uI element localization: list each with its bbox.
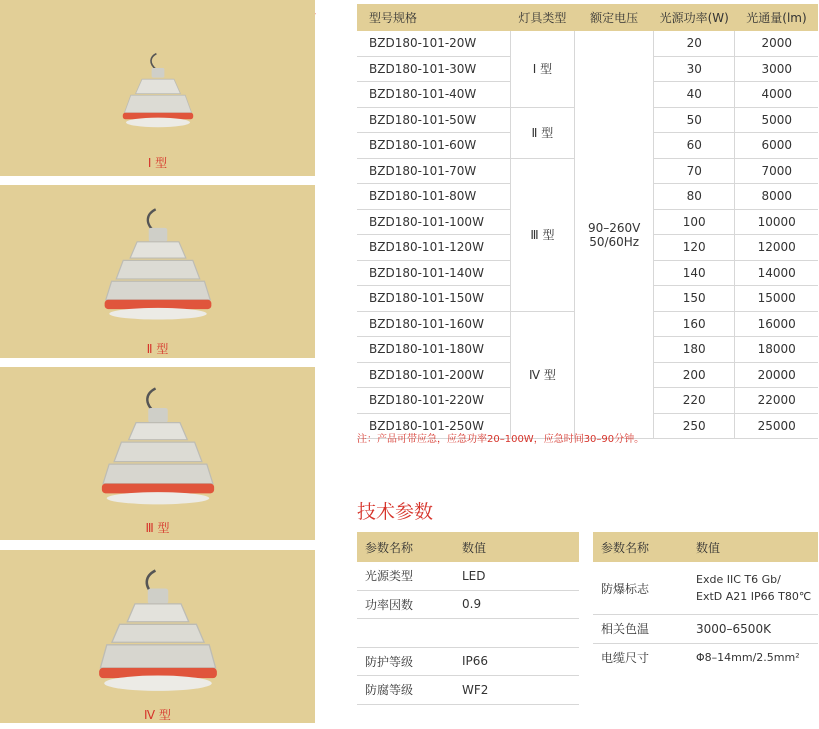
param-name: 功率因数 [357, 590, 452, 619]
params-table-right [593, 532, 818, 671]
table-row [357, 31, 818, 56]
param-value [686, 562, 818, 615]
power-cell: 220 [654, 388, 735, 414]
table-row [357, 590, 579, 619]
flux-cell: 2000 [735, 31, 818, 56]
model-spec-table [357, 4, 818, 439]
power-cell: 100 [654, 209, 735, 235]
table-row [357, 619, 579, 648]
lamp-type-cell: Ⅰ 型 [510, 31, 575, 107]
spec-header-row [357, 4, 818, 31]
model-cell: BZD180-101-120W [357, 235, 510, 261]
flux-cell: 25000 [735, 413, 818, 439]
table-row [593, 615, 818, 644]
param-name-header: 参数名称 [357, 532, 452, 562]
flux-cell: 8000 [735, 184, 818, 210]
flux-cell: 10000 [735, 209, 818, 235]
header-lamp-type: 灯具类型 [510, 4, 575, 31]
param-name: 防爆标志 [593, 562, 686, 615]
flux-cell: 20000 [735, 362, 818, 388]
lamp-panel-4 [0, 550, 315, 723]
model-cell: BZD180-101-180W [357, 337, 510, 363]
flux-cell: 7000 [735, 158, 818, 184]
flux-cell: 5000 [735, 107, 818, 133]
lamp-panel-3 [0, 367, 315, 540]
power-cell: 40 [654, 82, 735, 108]
power-cell: 80 [654, 184, 735, 210]
param-value: Φ8–14mm/2.5mm² [696, 650, 800, 664]
voltage-frequency: 50/60Hz [589, 234, 640, 249]
param-name-header: 参数名称 [593, 532, 686, 562]
table-row [357, 647, 579, 676]
flux-cell: 15000 [735, 286, 818, 312]
header-power: 光源功率(W) [654, 4, 735, 31]
power-cell: 150 [654, 286, 735, 312]
param-name: 相关色温 [593, 615, 686, 644]
model-cell: BZD180-101-100W [357, 209, 510, 235]
emergency-note: 注：产品可带应急，应急功率20–100W，应急时间30–90分钟。 [357, 434, 645, 445]
voltage-range: 90–260V [587, 220, 641, 235]
model-cell: BZD180-101-160W [357, 311, 510, 337]
model-cell: BZD180-101-220W [357, 388, 510, 414]
power-cell: 50 [654, 107, 735, 133]
flux-cell: 14000 [735, 260, 818, 286]
param-value: 3000–6500K [686, 615, 818, 644]
table-row [357, 562, 579, 590]
model-cell: BZD180-101-150W [357, 286, 510, 312]
flux-cell: 12000 [735, 235, 818, 261]
power-cell: 140 [654, 260, 735, 286]
explosion-mark-line1: Exde IIC T6 Gb/ [696, 573, 781, 586]
model-cell: BZD180-101-70W [357, 158, 510, 184]
lamp-type-4-image [94, 562, 222, 702]
power-cell: 120 [654, 235, 735, 261]
model-cell: BZD180-101-40W [357, 82, 510, 108]
param-value: LED [452, 562, 579, 590]
lamp-caption-3: Ⅲ 型 [145, 521, 170, 535]
model-cell: BZD180-101-250W [357, 413, 510, 439]
param-name [357, 619, 452, 648]
lamp-type-cell: Ⅲ 型 [510, 158, 575, 311]
param-value: 0.9 [452, 590, 579, 619]
model-cell: BZD180-101-140W [357, 260, 510, 286]
header-voltage: 额定电压 [575, 4, 654, 31]
param-value: WF2 [452, 676, 579, 705]
header-model: 型号规格 [357, 4, 510, 31]
param-name: 电缆尺寸 [601, 650, 650, 665]
param-name: 光源类型 [357, 562, 452, 590]
flux-cell: 16000 [735, 311, 818, 337]
param-value-header: 数值 [686, 532, 818, 562]
lamp-caption-4: Ⅳ 型 [144, 708, 171, 722]
lamp-caption-2: Ⅱ 型 [146, 342, 169, 356]
params-table-left [357, 532, 579, 705]
header-flux: 光通量(lm) [735, 4, 818, 31]
param-value: IP66 [452, 647, 579, 676]
model-cell: BZD180-101-50W [357, 107, 510, 133]
table-row [357, 676, 579, 705]
power-cell: 180 [654, 337, 735, 363]
lamp-type-cell: Ⅱ 型 [510, 107, 575, 158]
flux-cell: 22000 [735, 388, 818, 414]
flux-cell: 18000 [735, 337, 818, 363]
table-row [593, 562, 818, 615]
param-value-header: 数值 [452, 532, 579, 562]
power-cell: 30 [654, 56, 735, 82]
power-cell: 70 [654, 158, 735, 184]
power-cell: 20 [654, 31, 735, 56]
flux-cell: 3000 [735, 56, 818, 82]
lamp-type-3-image [97, 385, 219, 509]
model-cell: BZD180-101-200W [357, 362, 510, 388]
param-name: 防腐等级 [357, 676, 452, 705]
model-cell: BZD180-101-20W [357, 31, 510, 56]
power-cell: 200 [654, 362, 735, 388]
param-name: 防护等级 [357, 647, 452, 676]
lamp-type-1-image [118, 52, 198, 132]
model-cell: BZD180-101-30W [357, 56, 510, 82]
power-cell: 250 [654, 413, 735, 439]
lamp-type-2-image [99, 207, 217, 323]
model-cell: BZD180-101-60W [357, 133, 510, 159]
section-title: 技术参数 [357, 501, 434, 523]
model-cell: BZD180-101-80W [357, 184, 510, 210]
voltage-cell [575, 31, 654, 439]
lamp-type-cell: Ⅳ 型 [510, 311, 575, 439]
power-cell: 160 [654, 311, 735, 337]
lamp-panel-2 [0, 185, 315, 358]
explosion-mark-line2: ExtD A21 IP66 T80℃ [696, 590, 812, 603]
lamp-caption-1: Ⅰ 型 [147, 156, 168, 170]
flux-cell: 4000 [735, 82, 818, 108]
flux-cell: 6000 [735, 133, 818, 159]
power-cell: 60 [654, 133, 735, 159]
lamp-panel-1 [0, 0, 315, 176]
param-value [452, 619, 579, 648]
table-row [593, 643, 818, 671]
